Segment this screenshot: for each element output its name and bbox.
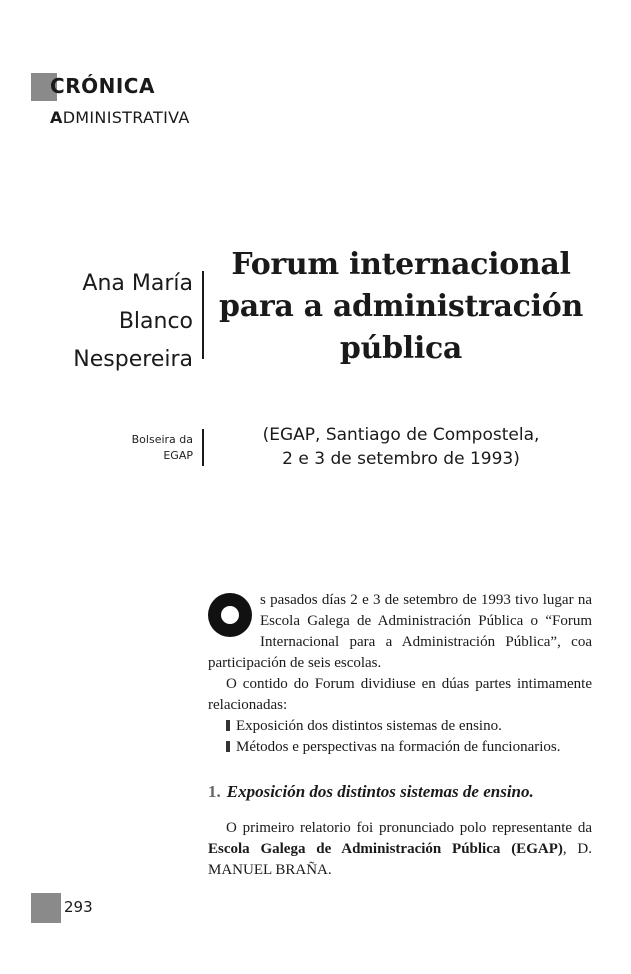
article-subtitle: (EGAP, Santiago de Compostela, 2 e 3 de setembro de 1993) bbox=[262, 425, 540, 469]
article-title: Forum internacional para a administración pública bbox=[219, 247, 583, 366]
bullet-icon bbox=[226, 720, 230, 731]
author-name: Ana María Blanco Nespereira bbox=[73, 271, 193, 372]
paragraph-1: s pasados días 2 e 3 de setembro de 1993 tivo lugar na Escola Galega de Administración Pública o “Forum Internacional para a Administración Pública”, coa participación de seis escolas. bbox=[208, 592, 592, 671]
section-title-line1: CRÓNICA bbox=[50, 74, 155, 98]
section-title-line2: ADMINISTRATIVA bbox=[50, 108, 190, 127]
drop-cap-o-icon bbox=[208, 593, 252, 637]
list-item: Métodos e perspectivas na formación de funcionarios. bbox=[208, 737, 592, 758]
section-heading: 1. Exposición dos distintos sistemas de ensino. bbox=[208, 782, 534, 801]
author-affiliation: Bolseira da EGAP bbox=[131, 433, 193, 462]
list-item: Exposición dos distintos sistemas de ensino. bbox=[208, 716, 592, 737]
affiliation-divider bbox=[202, 429, 204, 466]
article-body bbox=[208, 590, 592, 758]
paragraph-2: O contido do Forum dividiuse en dúas partes intimamente relacionadas: bbox=[208, 676, 592, 713]
author-divider bbox=[202, 271, 204, 359]
bullet-icon bbox=[226, 741, 230, 752]
page-number: 293 bbox=[64, 898, 93, 916]
page-number-box bbox=[31, 893, 61, 923]
paragraph-3: O primeiro relatorio foi pronunciado polo representante da Escola Galega de Administración Pública (EGAP), D. MANUEL BRAÑA. bbox=[208, 820, 592, 878]
